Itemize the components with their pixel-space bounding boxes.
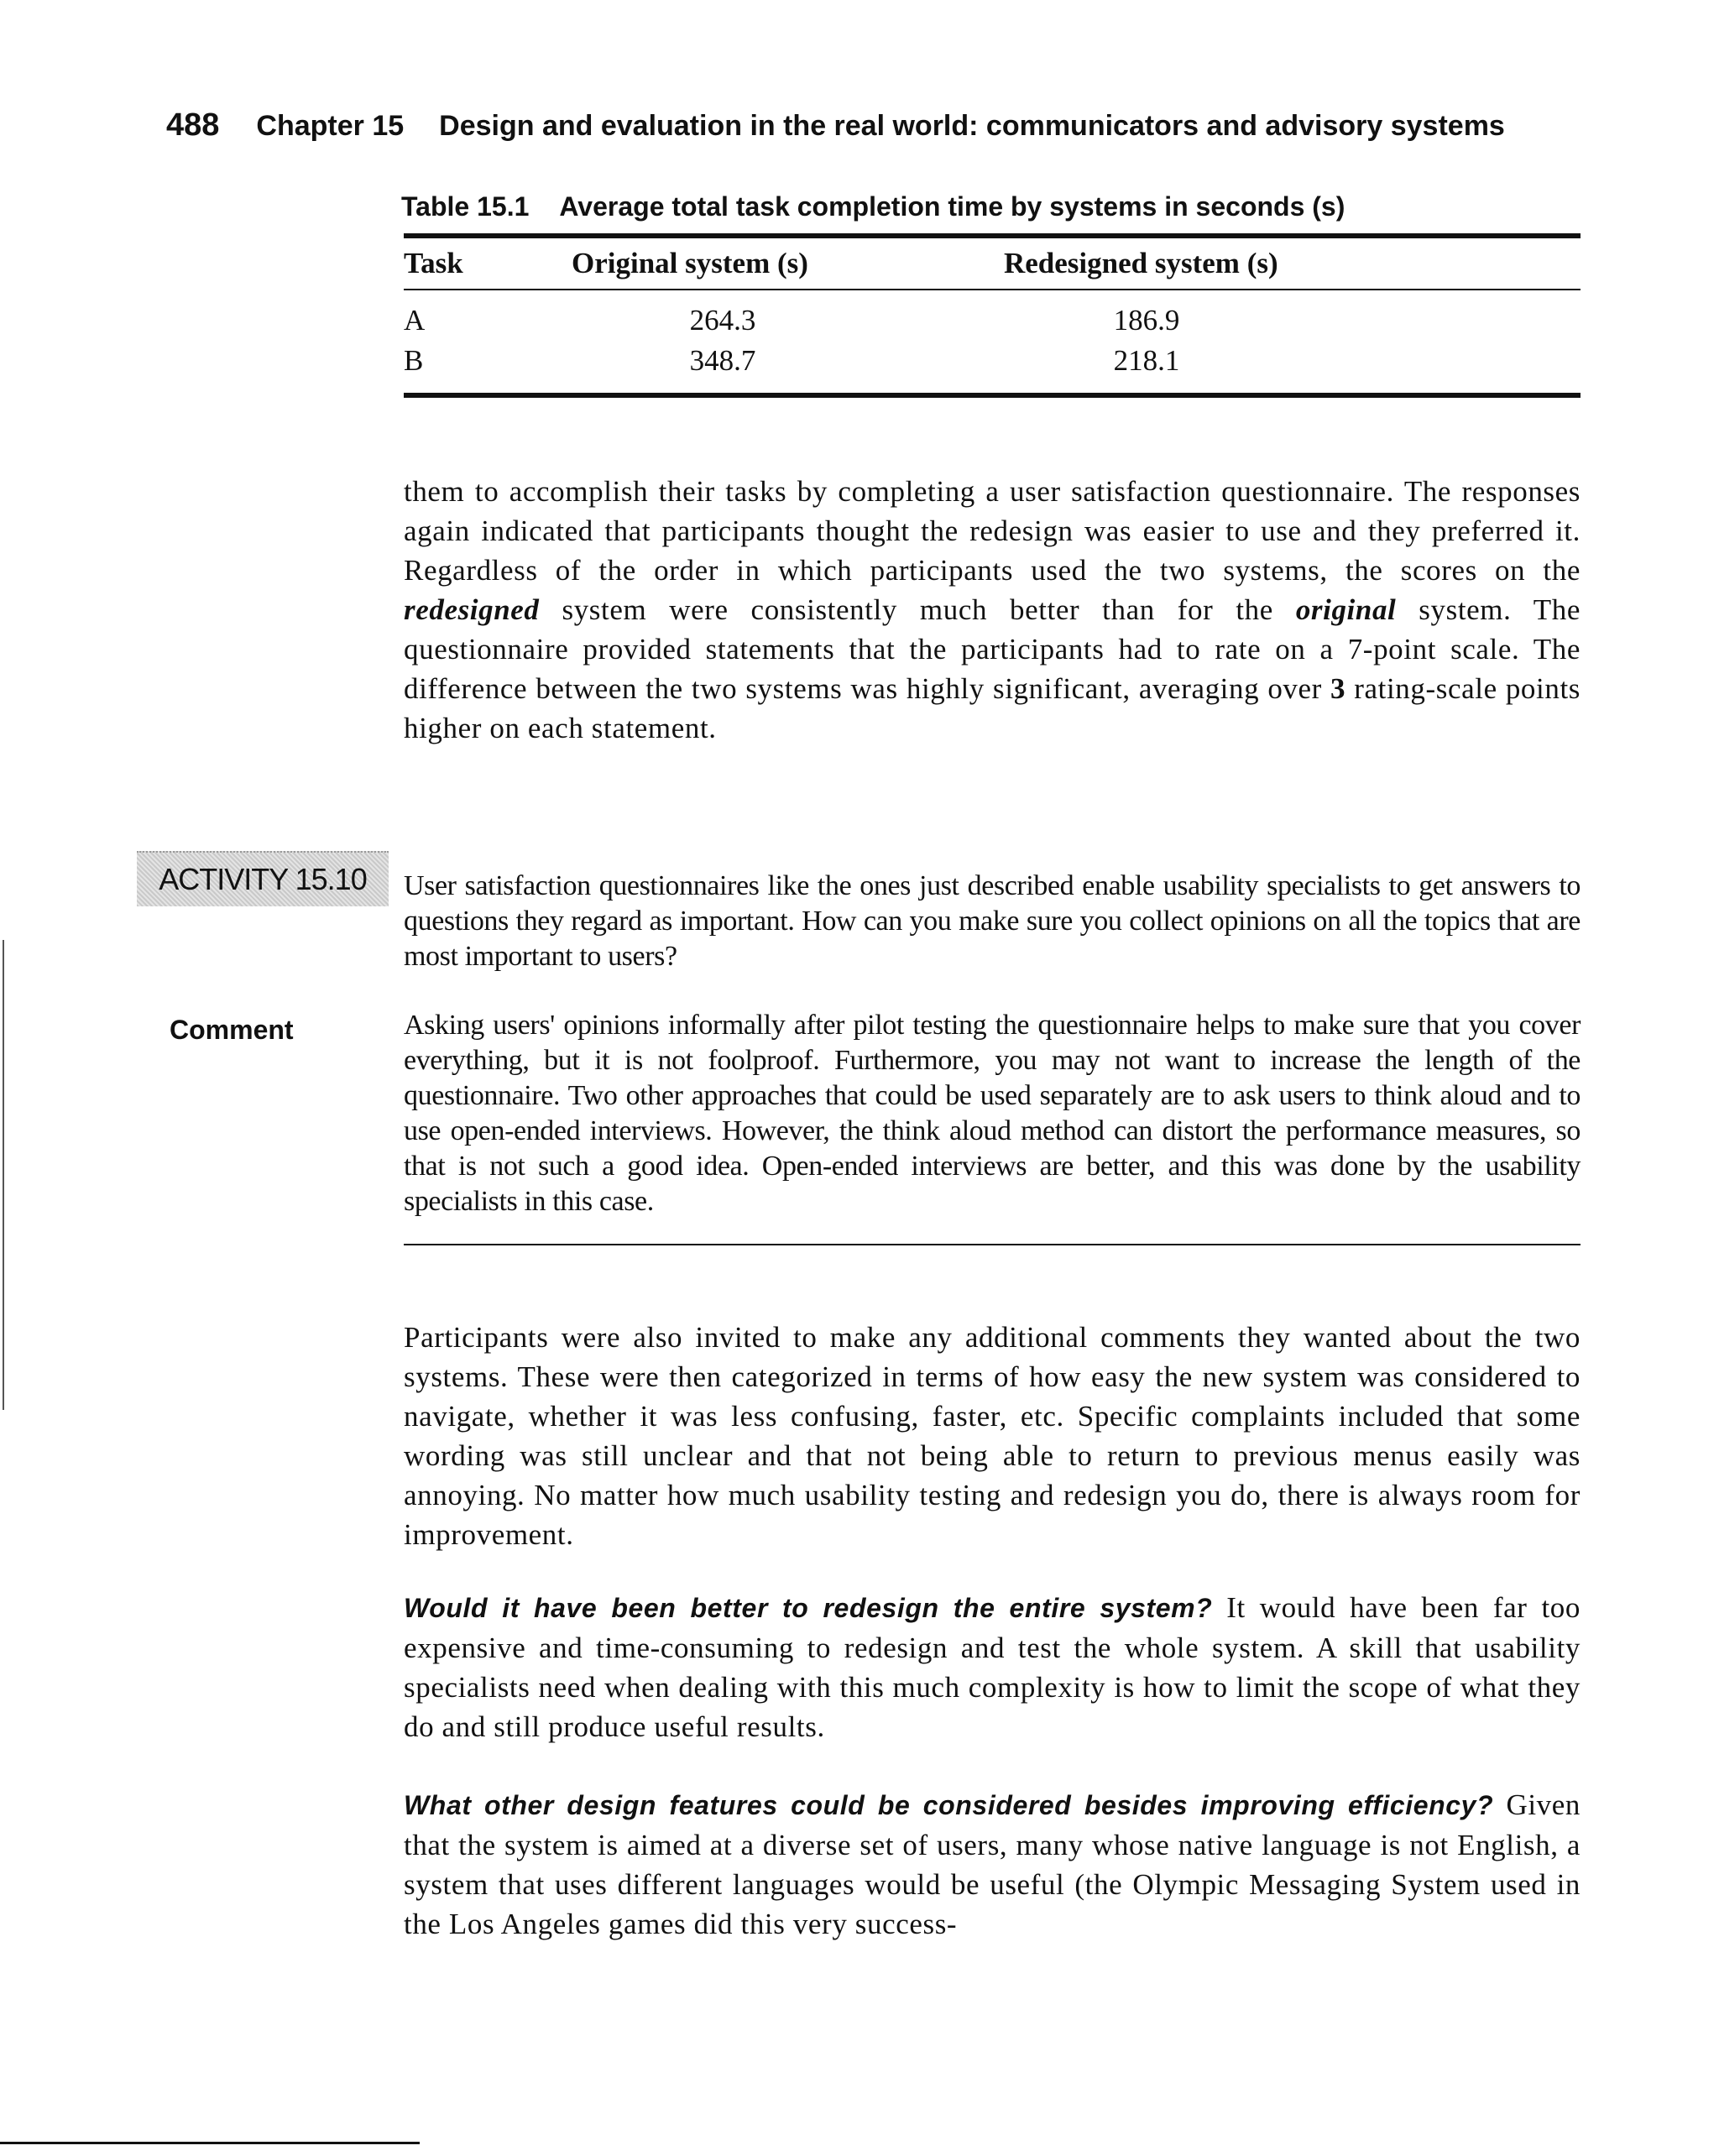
- body-paragraph: [404, 472, 1581, 748]
- paragraph-text: them to accomplish their tasks by completing a user satisfaction questionnaire. The responses again indicated that participants thought the redesign was easier to use and they preferred it. Regardless of the order in which participants used the two systems, the scores on the: [404, 475, 1581, 587]
- table-cell: 348.7: [689, 344, 756, 377]
- body-paragraph: [404, 1588, 1581, 1746]
- body-paragraph: Participants were also invited to make any additional comments they wanted about the two systems. These were then categorized in terms of how easy the new system was considered to navigate, whether it was less confusing, faster, etc. Specific complaints included that some wording was still unclear and that not being able to return to previous menus easily was annoying. No matter how much usability testing and redesign you do, there is always room for improvement.: [404, 1321, 1581, 1551]
- question-heading: What other design features could be considered besides improving efficiency?: [404, 1790, 1494, 1820]
- table-number: Table 15.1: [401, 191, 530, 222]
- paragraph-text: system were consistently much better than for the: [539, 593, 1296, 626]
- margin-line: [3, 940, 4, 1410]
- chapter-title: Design and evaluation in the real world: communicators and advisory systems: [439, 110, 1505, 142]
- table-row: [404, 341, 1581, 381]
- table-cell: 186.9: [1113, 304, 1180, 337]
- table-cell: A: [404, 304, 426, 337]
- emphasis-redesigned: redesigned: [404, 593, 540, 626]
- completion-time-table: [404, 233, 1581, 398]
- table-row: [404, 300, 1581, 341]
- chapter-label: Chapter 15: [256, 110, 405, 142]
- page-number: 488: [166, 107, 220, 143]
- table-bottom-rule: [404, 393, 1581, 398]
- paragraph-text: system. The questionnaire provided statements that the participants had to rate on a 7-point scale. The difference between the two systems was highly significant, averaging over: [404, 593, 1581, 705]
- paragraph-text: rating-scale points higher on each statement.: [404, 672, 1581, 744]
- table-cell: B: [404, 344, 424, 377]
- table-cell: 218.1: [1113, 344, 1180, 377]
- running-header: [166, 107, 1505, 144]
- emphasis-original: original: [1295, 593, 1397, 626]
- table-header-row: [404, 238, 1581, 289]
- table-cell: 264.3: [689, 304, 756, 337]
- paragraph-text: It would have been far too expensive and time-consuming to redesign and test the whole system. A skill that usability specialists need when dealing with this much complexity is how to limit the scope of what they do and still produce useful results.: [404, 1591, 1581, 1743]
- table-caption: [401, 191, 1345, 222]
- column-header-original: Original system (s): [572, 247, 808, 279]
- comment-text: Asking users' opinions informally after pilot testing the questionnaire helps to make sure that you cover everything, but it is not foolproof. Furthermore, you may not want to increase the length of the questionnaire. Two other approaches that could be used separately are to ask users to think aloud and to use open-ended interviews. However, the think aloud method can distort the performance measures, so that is not such a good idea. Open-ended interviews are better, and this was done by the usability specialists in this case.: [404, 1010, 1581, 1217]
- activity-label: ACTIVITY 15.10: [137, 851, 389, 906]
- footer-line: [0, 2142, 420, 2144]
- column-header-redesigned: Redesigned system (s): [1004, 247, 1278, 279]
- comment-divider: [404, 1244, 1581, 1245]
- emphasis-number: 3: [1330, 672, 1346, 705]
- table-caption-text: Average total task completion time by systems in seconds (s): [559, 191, 1345, 222]
- column-header-task: Task: [404, 247, 463, 279]
- body-paragraph: [404, 1785, 1581, 1944]
- paragraph-text: Given that the system is aimed at a diverse set of users, many whose native language is not English, a system that uses different languages would be useful (the Olympic Messaging System used in the Los Angeles games did this very success-: [404, 1788, 1581, 1940]
- comment-label: Comment: [170, 1015, 294, 1045]
- activity-text: User satisfaction questionnaires like the ones just described enable usability specialists to get answers to questions they regard as important. How can you make sure you collect opinions on all the topics that are most important to users?: [404, 870, 1581, 972]
- question-heading: Would it have been better to redesign the entire system?: [404, 1593, 1213, 1623]
